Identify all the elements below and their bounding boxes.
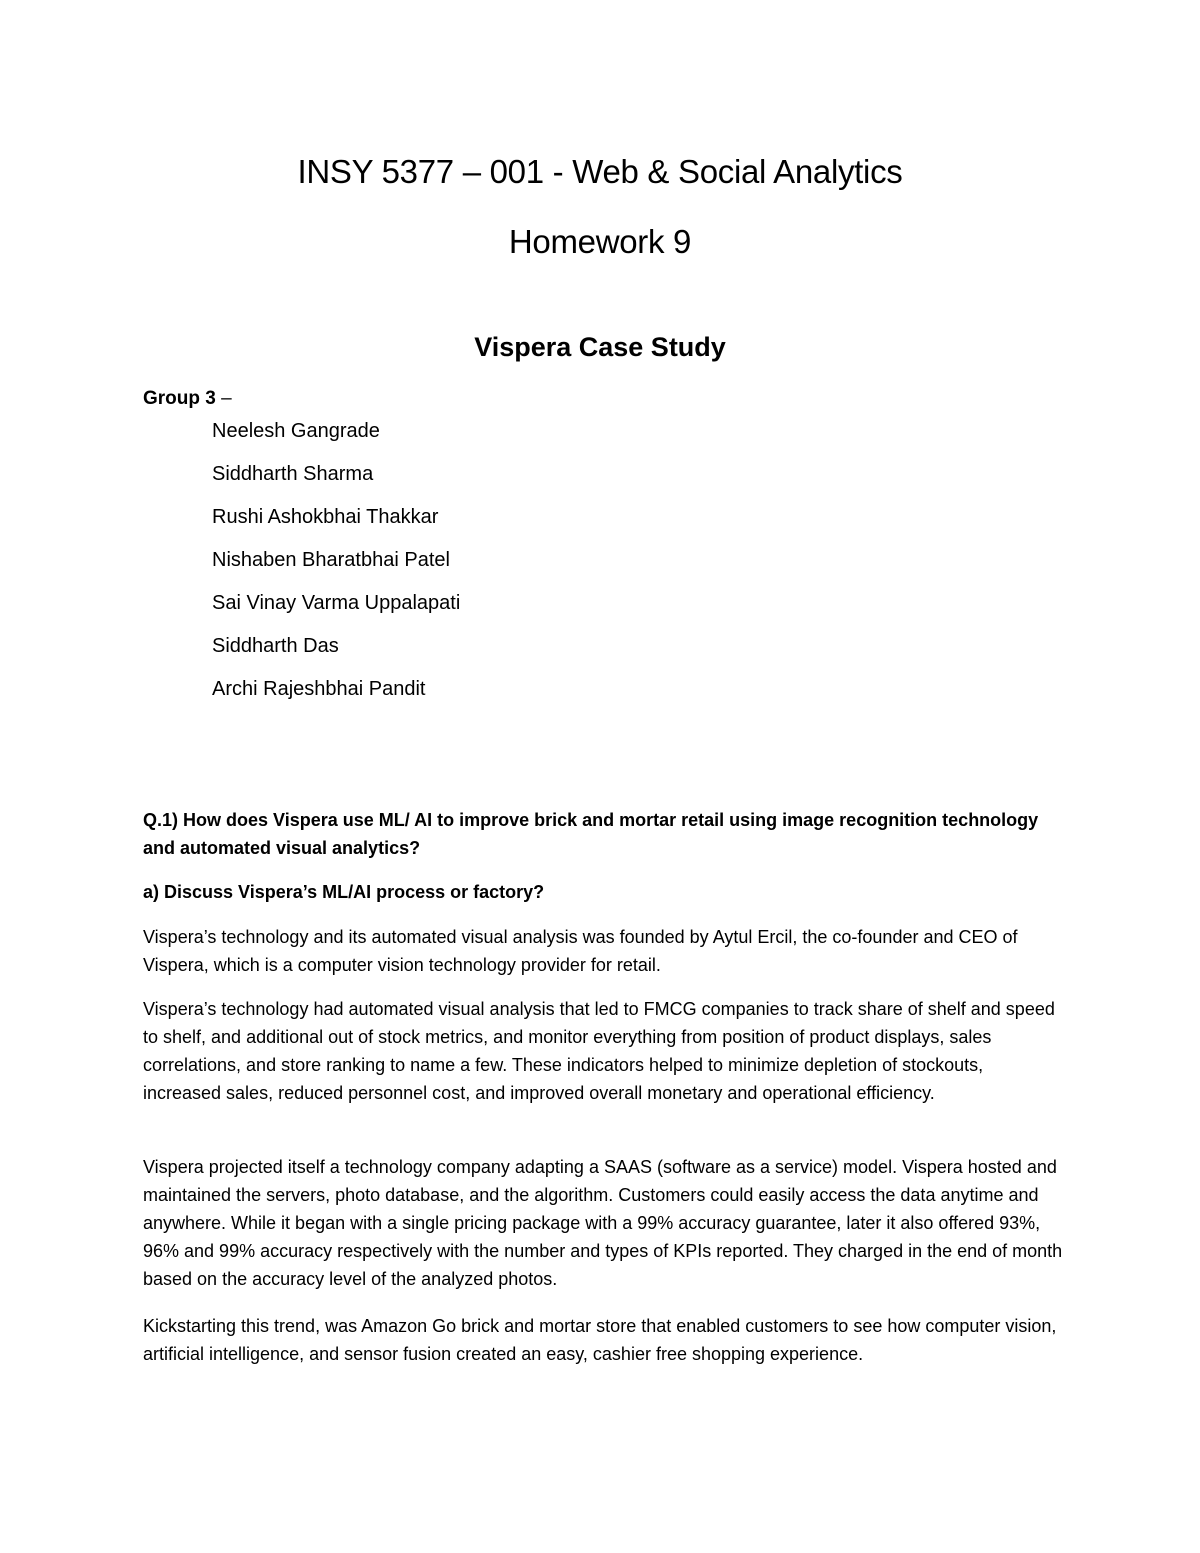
member-name: Rushi Ashokbhai Thakkar xyxy=(212,506,439,528)
member-name: Nishaben Bharatbhai Patel xyxy=(212,549,450,571)
paragraph: Vispera projected itself a technology company adapting a SAAS (software as a service) model. Vispera hosted and maintained the servers, photo database, and the algorithm. Customers could easily access the data anytime and anywhere. While it began with a single pricing package with a 99% accuracy guarantee, later it also offered 93%, 96% and 99% accuracy respectively with the number and types of KPIs reported. They charged in the end of month based on the accuracy level of the analyzed photos. xyxy=(143,1157,1063,1289)
member-name: Siddharth Sharma xyxy=(212,463,374,485)
question-1: Q.1) How does Vispera use ML/ AI to improve brick and mortar retail using image recognition technology and automated visual analytics? xyxy=(143,810,1039,858)
member-name: Neelesh Gangrade xyxy=(212,420,380,442)
member-name: Siddharth Das xyxy=(212,635,339,657)
group-label: Group 3 xyxy=(143,388,216,409)
member-name: Sai Vinay Varma Uppalapati xyxy=(212,592,461,614)
member-name: Archi Rajeshbhai Pandit xyxy=(212,678,426,700)
homework-title: Homework 9 xyxy=(508,223,692,260)
group-heading xyxy=(143,386,232,412)
question-1a: a) Discuss Vispera’s ML/AI process or factory? xyxy=(143,882,545,902)
group-dash: – xyxy=(215,388,232,409)
paragraph: Vispera’s technology had automated visual analysis that led to FMCG companies to track share of shelf and speed to shelf, and additional out of stock metrics, and monitor everything from position of product displays, sales correlations, and store ranking to name a few. These indicators helped to minimize depletion of stockouts, increased sales, reduced personnel cost, and improved overall monetary and operational efficiency. xyxy=(143,999,1055,1103)
case-study-title: Vispera Case Study xyxy=(474,332,726,362)
course-title: INSY 5377 – 001 - Web & Social Analytics xyxy=(297,153,903,190)
paragraph: Vispera’s technology and its automated visual analysis was founded by Aytul Ercil, the co-founder and CEO of Vispera, which is a computer vision technology provider for retail. xyxy=(143,927,1018,975)
paragraph: Kickstarting this trend, was Amazon Go brick and mortar store that enabled customers to see how computer vision, artificial intelligence, and sensor fusion created an easy, cashier free shopping experience. xyxy=(143,1316,1057,1364)
